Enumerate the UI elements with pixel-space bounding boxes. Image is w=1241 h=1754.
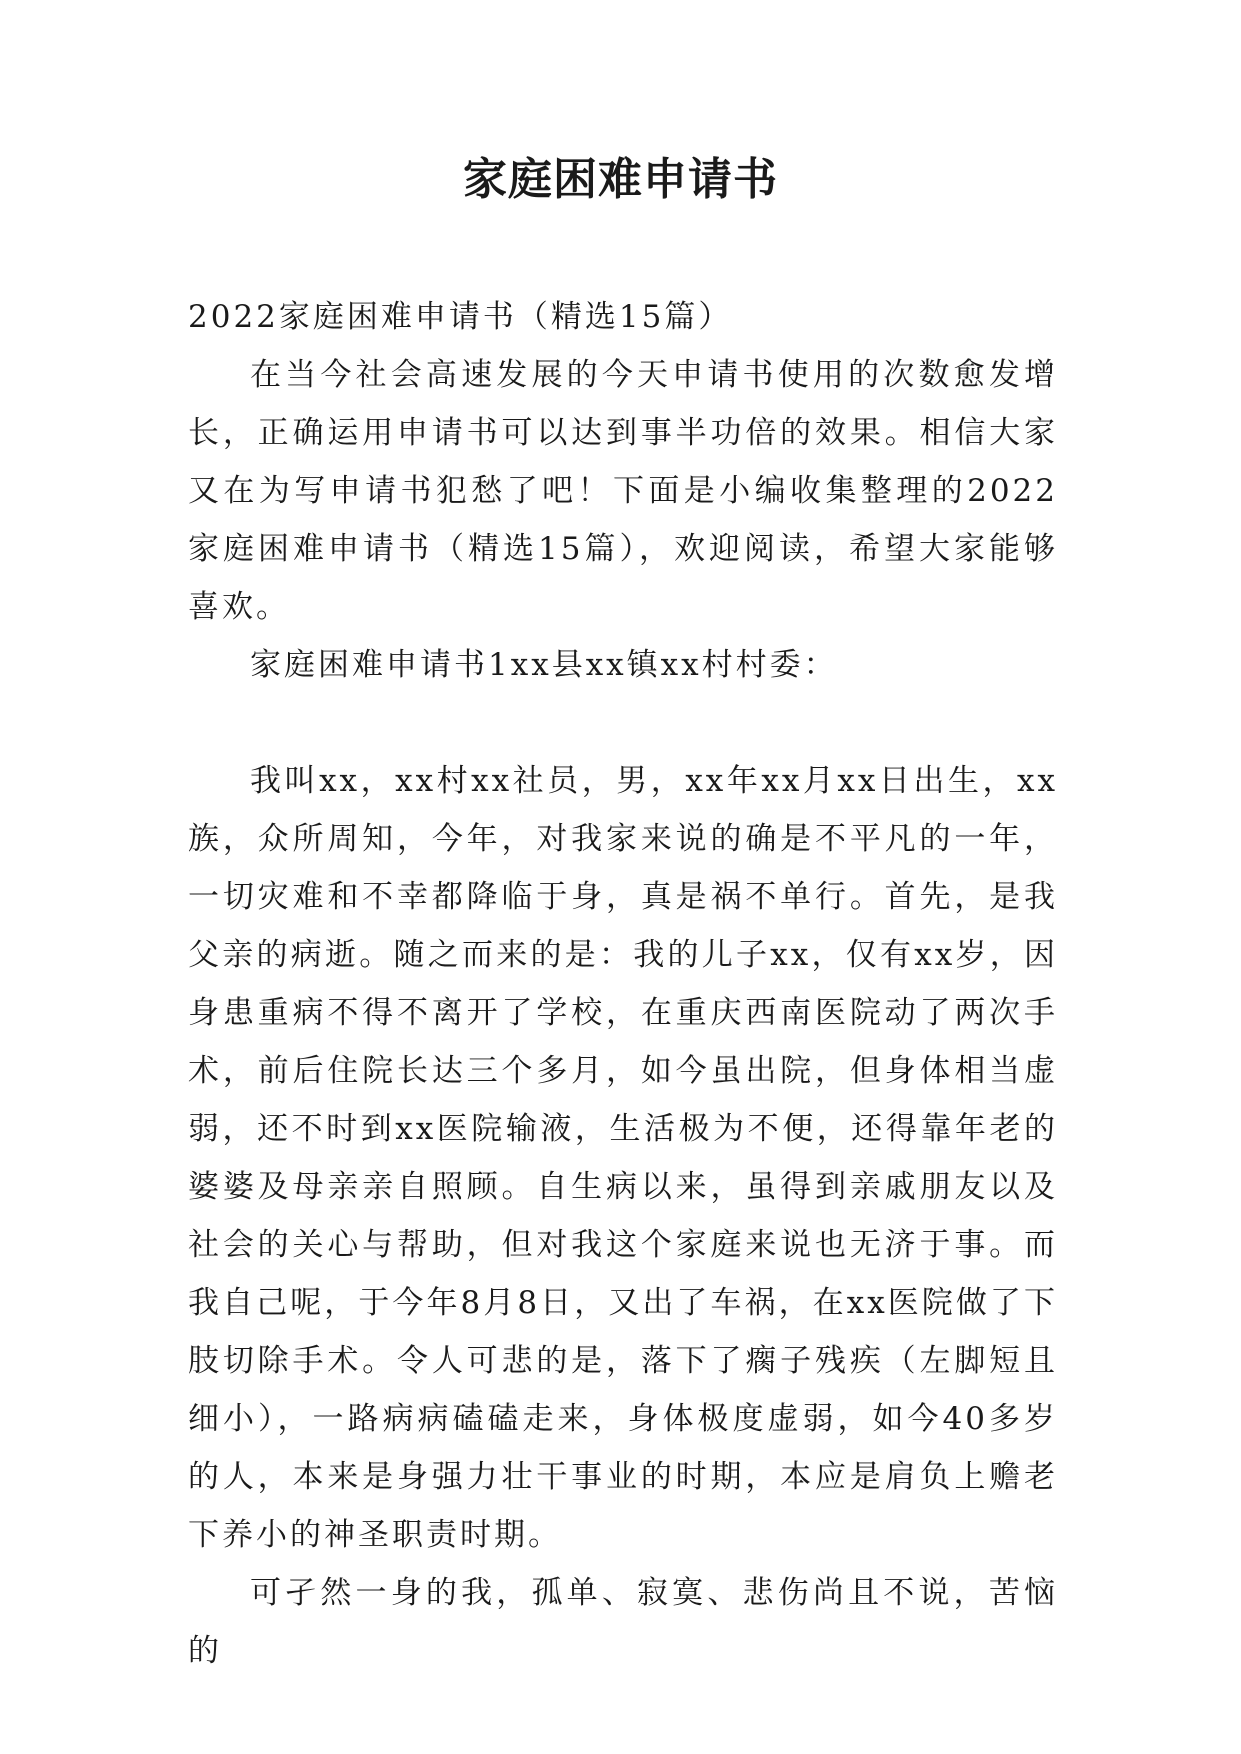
document-subtitle: 2022家庭困难申请书（精选15篇） <box>188 299 733 335</box>
body-paragraph-2: 可孑然一身的我，孤单、寂寞、悲伤尚且不说，苦恼的 <box>188 1575 1058 1669</box>
document-title: 家庭困难申请书 <box>463 154 778 205</box>
body-paragraph-1: 我叫xx，xx村xx社员，男，xx年xx月xx日出生，xx族，众所周知，今年，对我家来说的确是不平凡的一年，一切灾难和不幸都降临于身，真是祸不单行。首先，是我父亲的病逝。随之而来的是：我的儿子xx，仅有xx岁，因身患重病不得不离开了学校，在重庆西南医院动了两次手术，前后住院长达三个多月，如今虽出院，但身体相当虚弱，还不时到xx医院输液，生活极为不便，还得靠年老的婆婆及母亲亲自照顾。自生病以来，虽得到亲戚朋友以及社会的关心与帮助，但对我这个家庭来说也无济于事。而我自己呢，于今年8月8日，又出了车祸，在xx医院做了下肢切除手术。令人可悲的是，落下了瘸子残疾（左脚短且细小），一路病病磕磕走来，身体极度虚弱，如今40多岁的人，本来是身强力壮干事业的时期，本应是肩负上赡老下养小的神圣职责时期。 <box>188 763 1058 1553</box>
document-body <box>188 288 1058 1680</box>
intro-paragraph: 在当今社会高速发展的今天申请书使用的次数愈发增长，正确运用申请书可以达到事半功倍的效果。相信大家又在为写申请书犯愁了吧！下面是小编收集整理的2022家庭困难申请书（精选15篇），欢迎阅读，希望大家能够喜欢。 <box>188 357 1058 625</box>
paragraph-spacer <box>188 694 1058 752</box>
salutation-paragraph: 家庭困难申请书1xx县xx镇xx村村委： <box>250 647 838 683</box>
